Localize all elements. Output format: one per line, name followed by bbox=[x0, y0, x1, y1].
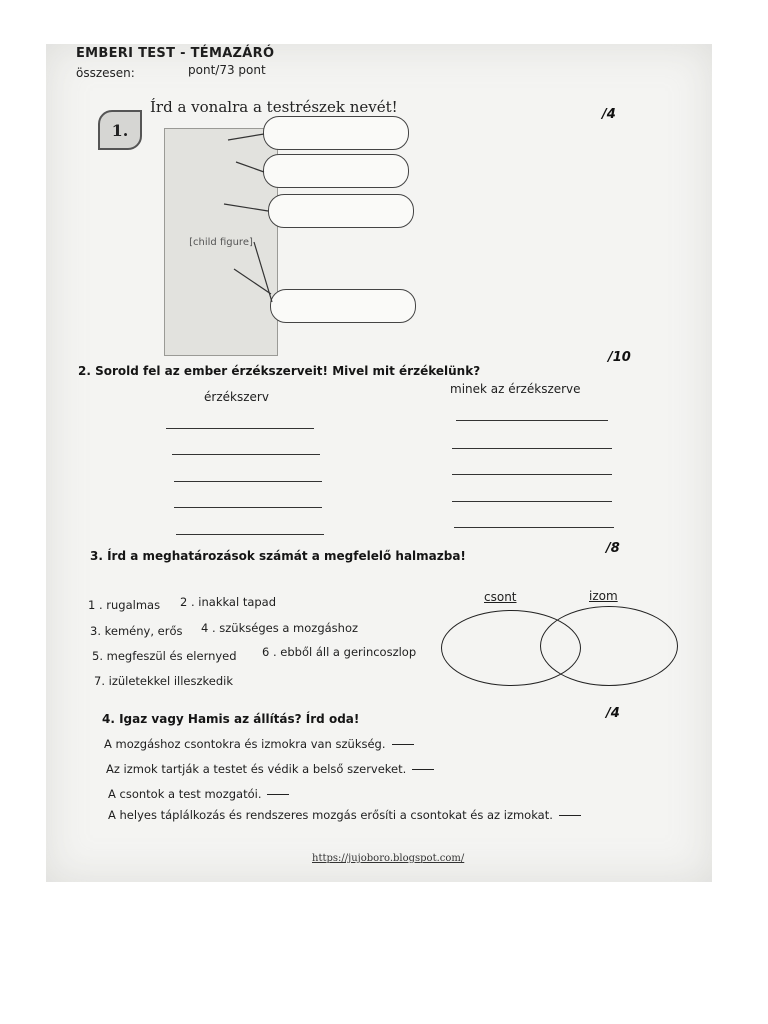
question-1-instruction: Írd a vonalra a testrészek nevét! bbox=[150, 98, 398, 116]
answer-line[interactable] bbox=[452, 448, 612, 449]
answer-blank[interactable] bbox=[267, 794, 289, 795]
total-points: pont/73 pont bbox=[188, 63, 266, 77]
definition-item: 2 . inakkal tapad bbox=[180, 595, 277, 609]
source-url[interactable]: https://jujoboro.blogspot.com/ bbox=[312, 853, 465, 864]
set-label-bone: csont bbox=[484, 590, 517, 604]
pointer-line bbox=[224, 204, 268, 211]
statement-row bbox=[108, 808, 581, 822]
definition-item: 1 . rugalmas bbox=[88, 598, 161, 612]
question-4-text: 4. Igaz vagy Hamis az állítás? Írd oda! bbox=[102, 712, 360, 726]
definition-item: 7. izületekkel illeszkedik bbox=[94, 674, 234, 688]
statement-row bbox=[104, 737, 414, 751]
statement-row bbox=[106, 762, 434, 776]
answer-line[interactable] bbox=[166, 428, 314, 429]
question-2-text: 2. Sorold fel az ember érzékszerveit! Mivel mit érzékelünk? bbox=[78, 364, 481, 378]
answer-blank[interactable] bbox=[412, 769, 434, 770]
worksheet-page bbox=[46, 44, 712, 882]
answer-blank[interactable] bbox=[559, 815, 581, 816]
answer-blank[interactable] bbox=[392, 744, 414, 745]
definition-item: 3. kemény, erős bbox=[90, 624, 183, 638]
question-3-score: /8 bbox=[606, 541, 620, 556]
definition-item: 4 . szükséges a mozgáshoz bbox=[201, 621, 359, 635]
pointer-line bbox=[228, 134, 264, 140]
body-figure-caption: [child figure] bbox=[189, 236, 253, 248]
page-title: EMBERI TEST - TÉMAZÁRÓ bbox=[76, 46, 275, 61]
answer-line[interactable] bbox=[456, 420, 608, 421]
pointer-line bbox=[254, 242, 272, 302]
venn-circle-muscle[interactable] bbox=[540, 606, 678, 686]
set-label-muscle: izom bbox=[589, 589, 618, 603]
column-header-function: minek az érzékszerve bbox=[450, 382, 581, 396]
question-1-badge: 1. bbox=[98, 110, 142, 150]
answer-line[interactable] bbox=[174, 507, 322, 508]
statement-text: A helyes táplálkozás és rendszeres mozgás erősíti a csontokat és az izmokat. bbox=[108, 808, 553, 822]
question-2-score: /10 bbox=[608, 350, 631, 365]
answer-line[interactable] bbox=[452, 474, 612, 475]
answer-line[interactable] bbox=[174, 481, 322, 482]
definition-item: 6 . ebből áll a gerincoszlop bbox=[262, 645, 417, 659]
answer-line[interactable] bbox=[452, 501, 612, 502]
statement-text: A mozgáshoz csontokra és izmokra van szükség. bbox=[104, 737, 386, 751]
question-3-text: 3. Írd a meghatározások számát a megfelelő halmazba! bbox=[90, 549, 466, 563]
answer-line[interactable] bbox=[172, 454, 320, 455]
question-1-score: /4 bbox=[602, 107, 616, 122]
statement-text: Az izmok tartják a testet és védik a belső szerveket. bbox=[106, 762, 407, 776]
pointer-lines bbox=[46, 44, 712, 374]
pointer-line bbox=[236, 162, 264, 172]
statement-text: A csontok a test mozgatói. bbox=[108, 787, 262, 801]
answer-line[interactable] bbox=[176, 534, 324, 535]
answer-line[interactable] bbox=[454, 527, 614, 528]
statement-row bbox=[108, 787, 289, 801]
total-label: összesen: bbox=[76, 66, 135, 80]
column-header-organ: érzékszerv bbox=[204, 390, 269, 404]
definition-item: 5. megfeszül és elernyed bbox=[92, 649, 237, 663]
question-4-score: /4 bbox=[606, 706, 620, 721]
